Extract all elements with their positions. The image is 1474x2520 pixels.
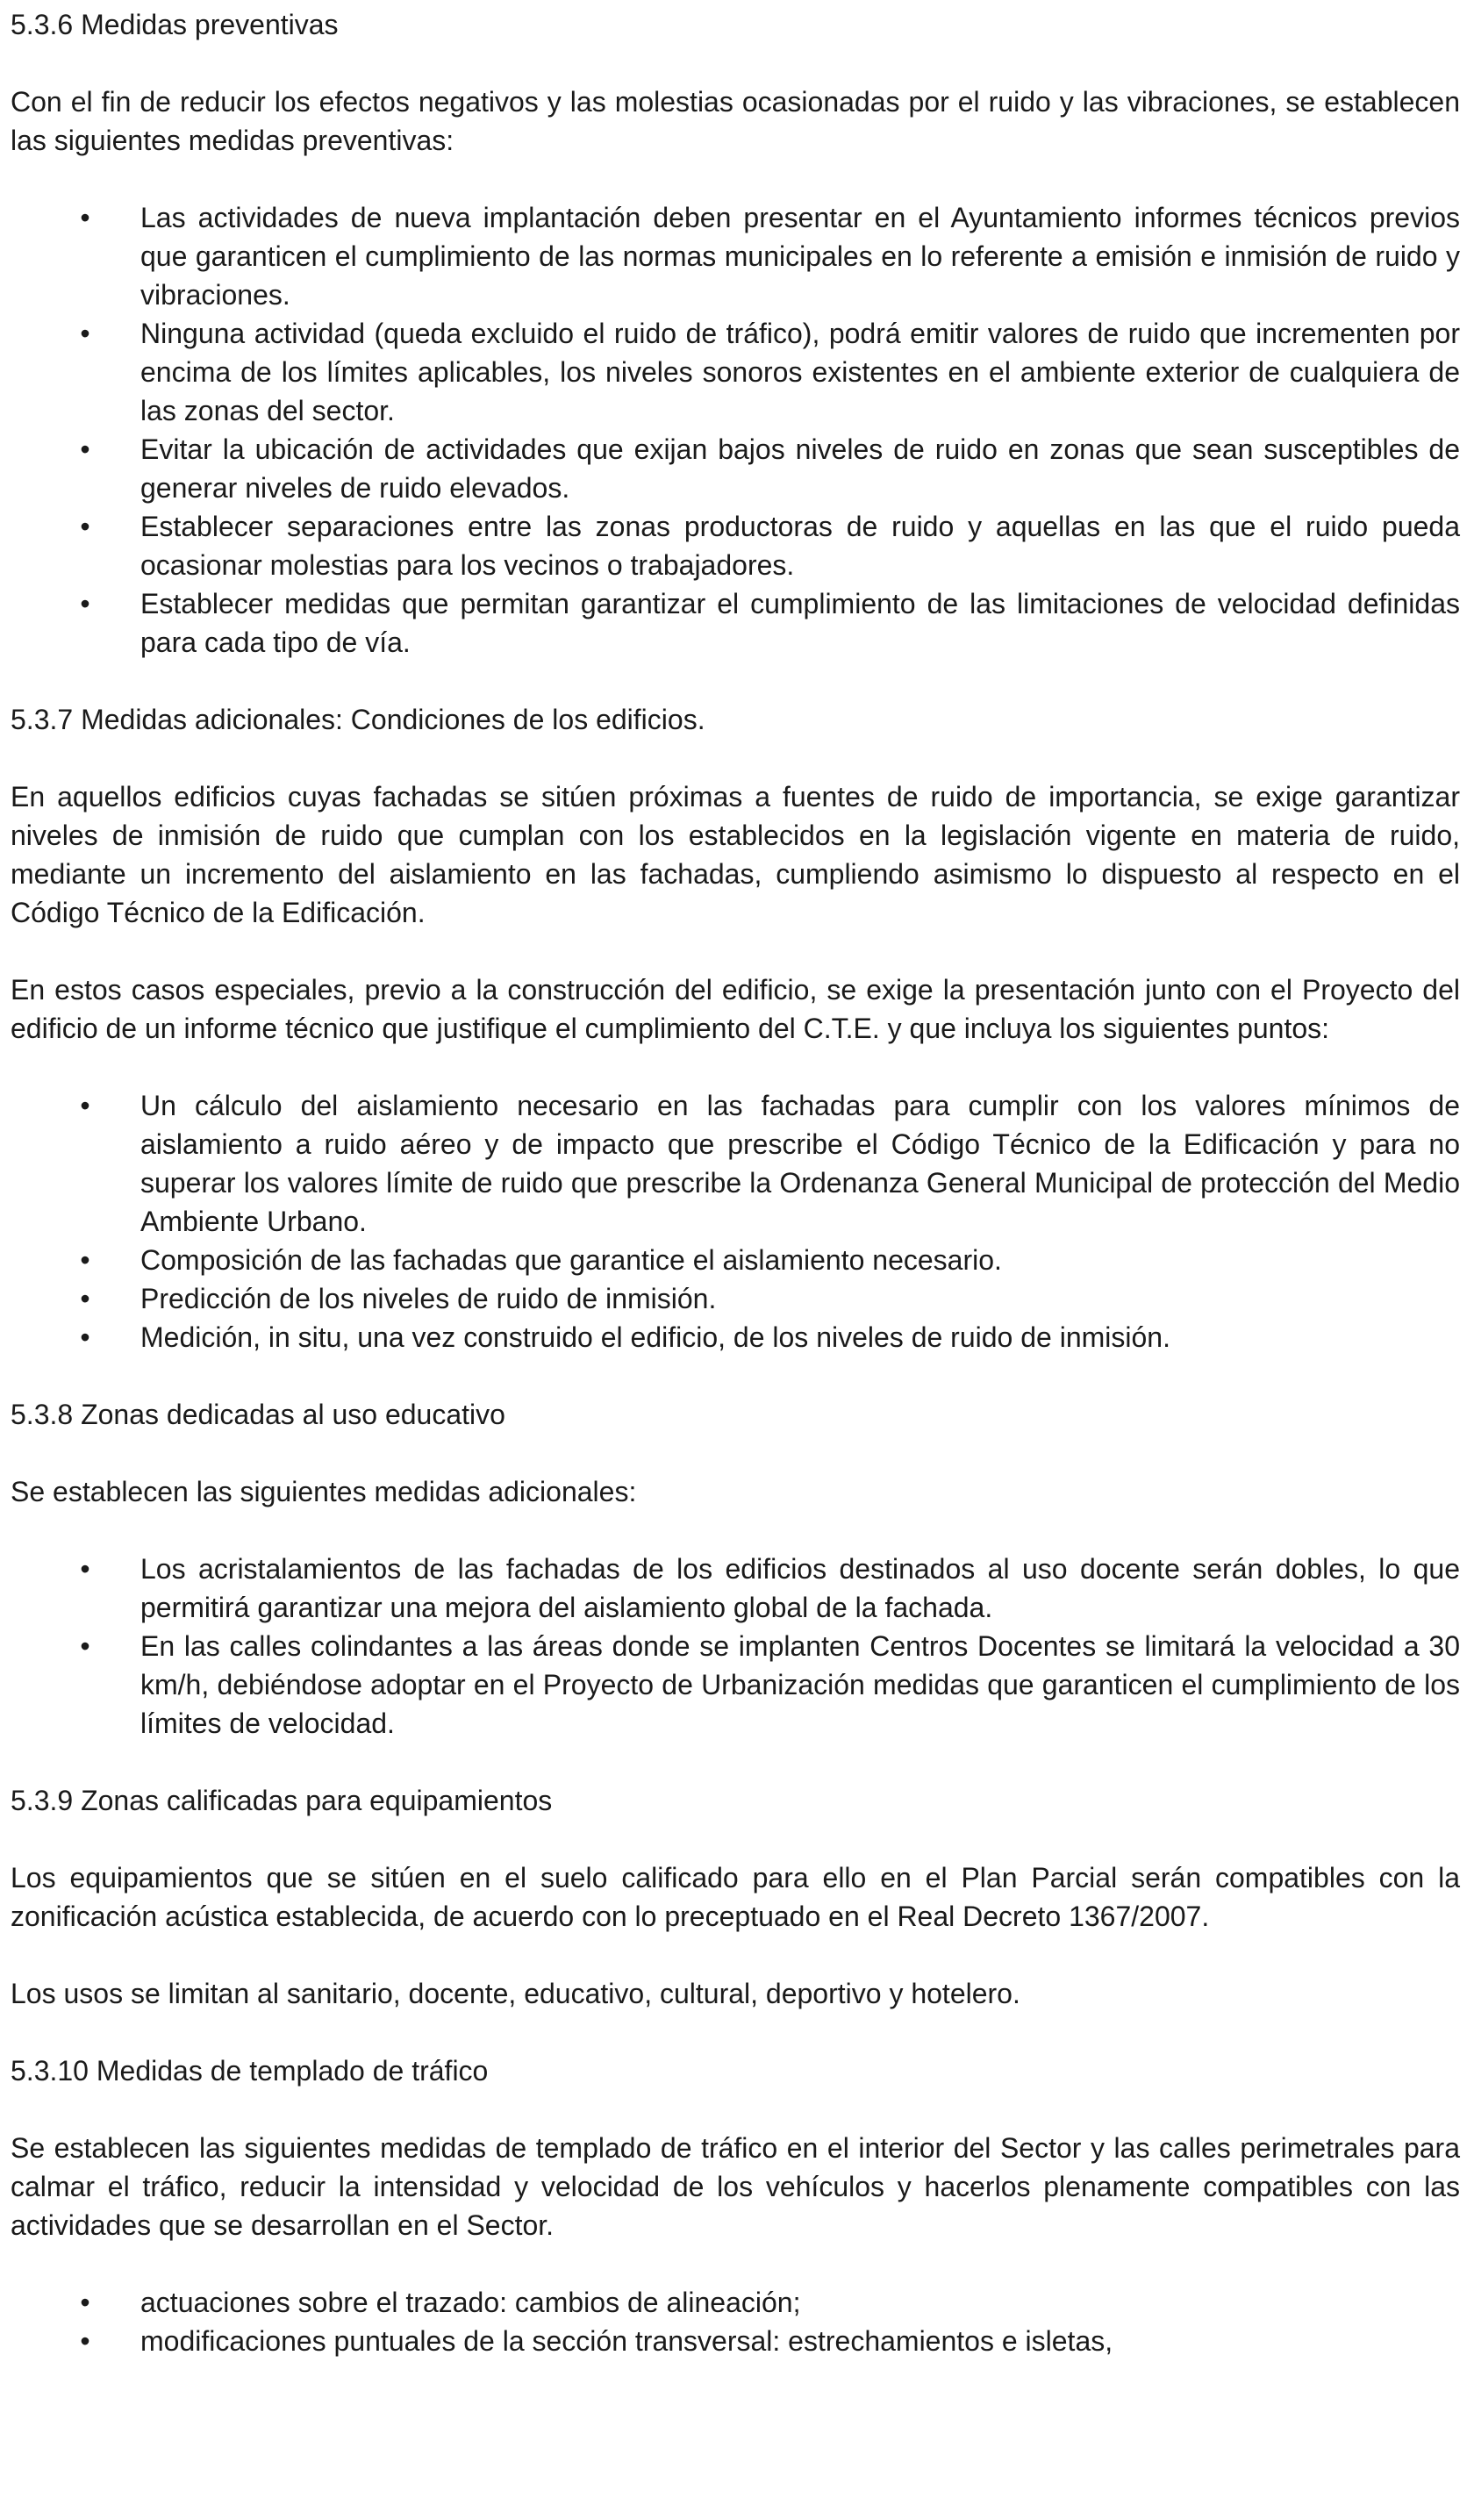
section-5-3-6-intro: Con el fin de reducir los efectos negativos y las molestias ocasionadas por el ruido y las vibraciones, se establecen las siguientes medidas preventivas: [11,86,1460,156]
bullet-icon: • [80,1553,90,1585]
list-item: • Establecer medidas que permitan garantizar el cumplimiento de las limitaciones de velocidad definidas para cada tipo de vía. [11,584,1460,662]
list-item: • Las actividades de nueva implantación deben presentar en el Ayuntamiento informes técnicos previos que garanticen el cumplimiento de las normas municipales en lo referente a emisión e inmisión de ruido y vibraciones. [11,198,1460,314]
bullet-icon: • [80,1283,90,1314]
bullet-icon: • [80,1321,90,1353]
section-5-3-10-bullet-list [11,2283,1460,2360]
section-5-3-7-paragraph-2: En estos casos especiales, previo a la construcción del edificio, se exige la presentación junto con el Proyecto del edificio de un informe técnico que justifique el cumplimiento del C.T.E. y que incluya los siguientes puntos: [11,974,1460,1044]
section-heading-5-3-9: 5.3.9 Zonas calificadas para equipamientos [11,1785,553,1816]
list-item: • Un cálculo del aislamiento necesario en las fachadas para cumplir con los valores mínimos de aislamiento a ruido aéreo y de impacto que prescribe el Código Técnico de la Edificación y para no superar los valores límite de ruido que prescribe la Ordenanza General Municipal de protección del Medio Ambiente Urbano. [11,1086,1460,1241]
list-item: • Composición de las fachadas que garantice el aislamiento necesario. [11,1241,1460,1279]
section-heading-5-3-10: 5.3.10 Medidas de templado de tráfico [11,2055,489,2087]
list-item: • actuaciones sobre el trazado: cambios de alineación; [11,2283,1460,2322]
list-item: • Los acristalamientos de las fachadas de los edificios destinados al uso docente serán dobles, lo que permitirá garantizar una mejora del aislamiento global de la fachada. [11,1550,1460,1627]
bullet-icon: • [80,433,90,465]
bullet-icon: • [80,588,90,619]
section-heading-5-3-7: 5.3.7 Medidas adicionales: Condiciones de los edificios. [11,704,705,735]
section-heading-5-3-6: 5.3.6 Medidas preventivas [11,9,339,40]
list-item: • Medición, in situ, una vez construido el edificio, de los niveles de ruido de inmisión. [11,1318,1460,1357]
list-item: • Evitar la ubicación de actividades que exijan bajos niveles de ruido en zonas que sean susceptibles de generar niveles de ruido elevados. [11,430,1460,507]
bullet-icon: • [80,1630,90,1662]
list-item: • modificaciones puntuales de la sección transversal: estrechamientos e isletas, [11,2322,1460,2360]
list-item: • En las calles colindantes a las áreas donde se implanten Centros Docentes se limitará la velocidad a 30 km/h, debiéndose adoptar en el Proyecto de Urbanización medidas que garanticen el cumplimiento de los límites de velocidad. [11,1627,1460,1743]
section-5-3-8-intro: Se establecen las siguientes medidas adicionales: [11,1476,637,1507]
bullet-icon: • [80,1090,90,1121]
section-heading-5-3-8: 5.3.8 Zonas dedicadas al uso educativo [11,1399,505,1430]
bullet-icon: • [80,318,90,349]
section-5-3-7-bullet-list [11,1086,1460,1357]
bullet-icon: • [80,2287,90,2318]
list-item: • Predicción de los niveles de ruido de inmisión. [11,1279,1460,1318]
section-5-3-9-paragraph-2: Los usos se limitan al sanitario, docente, educativo, cultural, deportivo y hotelero. [11,1978,1020,2009]
section-5-3-7-paragraph-1: En aquellos edificios cuyas fachadas se sitúen próximas a fuentes de ruido de importancia, se exige garantizar niveles de inmisión de ruido que cumplan con los establecidos en la legislación vigente en materia de ruido, mediante un incremento del aislamiento en las fachadas, cumpliendo asimismo lo dispuesto al respecto en el Código Técnico de la Edificación. [11,781,1460,928]
section-5-3-6-bullet-list [11,198,1460,662]
bullet-icon: • [80,511,90,542]
bullet-icon: • [80,1244,90,1276]
list-item: • Establecer separaciones entre las zonas productoras de ruido y aquellas en las que el ruido pueda ocasionar molestias para los vecinos o trabajadores. [11,507,1460,584]
bullet-icon: • [80,2325,90,2357]
section-5-3-8-bullet-list [11,1550,1460,1743]
list-item: • Ninguna actividad (queda excluido el ruido de tráfico), podrá emitir valores de ruido que incrementen por encima de los límites aplicables, los niveles sonoros existentes en el ambiente exterior de cualquiera de las zonas del sector. [11,314,1460,430]
section-5-3-10-intro: Se establecen las siguientes medidas de templado de tráfico en el interior del Sector y las calles perimetrales para calmar el tráfico, reducir la intensidad y velocidad de los vehículos y hacerlos plenamente compatibles con las actividades que se desarrollan en el Sector. [11,2132,1460,2241]
section-5-3-9-paragraph-1: Los equipamientos que se sitúen en el suelo calificado para ello en el Plan Parcial serán compatibles con la zonificación acústica establecida, de acuerdo con lo preceptuado en el Real Decreto 1367/2007. [11,1862,1460,1932]
bullet-icon: • [80,202,90,233]
